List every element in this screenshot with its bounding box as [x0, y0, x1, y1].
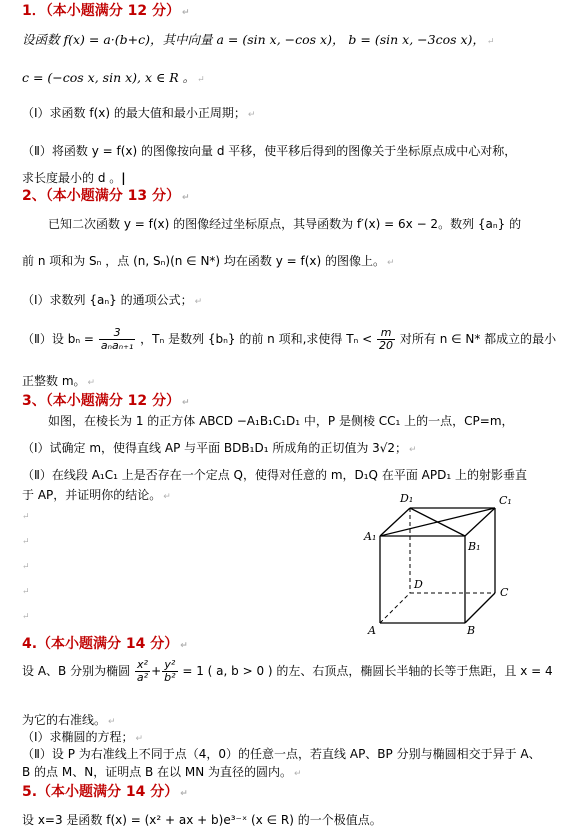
fraction-3-over-aa: $\frac{3}{\text{aₙaₙ₊₁}}$: [100, 326, 134, 352]
label-d1: D₁: [400, 492, 414, 505]
problem-1-line-2: c = (−cos x, sin x), x ∈ R 。 ↵: [22, 70, 205, 85]
label-b1: B₁: [468, 540, 481, 553]
problem-4-line-1: 设 A、B 分别为椭圆 $\frac{\text{x²}}{\text{a²}}$ + $\frac{\text{y²}}{\text{b²}}$ = 1 ( a, b > 0 ) 的左、右顶点，椭圆长半轴的长等于焦距，且 x = 4: [22, 658, 553, 684]
label-b: B: [467, 624, 476, 637]
empty-paragraph: ↵: [22, 612, 30, 622]
cube-diagram: [360, 488, 520, 638]
problem-5-heading: 5.（本小题满分 14 分） ↵: [22, 784, 188, 800]
problem-2-question-2-cont: 正整数 m。 ↵: [22, 374, 96, 388]
empty-paragraph: ↵: [22, 562, 30, 572]
problem-4-question-2-cont: B 的点 M、N，证明点 B 在以 MN 为直径的圆内。 ↵: [22, 765, 302, 779]
problem-1-question-1: （Ⅰ）求函数 f(x) 的最大值和最小正周期； ↵: [22, 106, 256, 120]
problem-2-line-1: 已知二次函数 y = f(x) 的图像经过坐标原点，其导函数为 f′(x) = 6x − 2。数列 {aₙ} 的: [48, 217, 522, 231]
problem-1-heading: 1．（本小题满分 12 分） ↵: [22, 3, 190, 19]
problem-3-question-2-cont: 于 AP，并证明你的结论。 ↵: [22, 488, 171, 502]
hidden-edge-a-d: [380, 593, 410, 623]
fraction-x2-over-a2: $\frac{\text{x²}}{\text{a²}}$: [136, 658, 149, 684]
label-a1: A₁: [364, 530, 377, 543]
edge-b-c: [465, 593, 495, 623]
problem-2-heading: 2、（本小题满分 13 分） ↵: [22, 188, 190, 204]
diagonal-b1-d1: [410, 508, 465, 536]
problem-3-question-1: （Ⅰ）试确定 m，使得直线 AP 与平面 BDB₁D₁ 所成角的正切值为 3√2； ↵: [22, 441, 417, 455]
problem-3-line-1: 如图，在棱长为 1 的正方体 ABCD −A₁B₁C₁D₁ 中，P 是侧棱 CC₁ 上的一点，CP=m，: [48, 414, 514, 428]
empty-paragraph: ↵: [22, 512, 30, 522]
problem-5-line-1: 设 x=3 是函数 f(x) = (x² + ax + b)e³⁻ˣ (x ∈ R) 的一个极值点。: [22, 813, 382, 827]
label-c1: C₁: [499, 494, 512, 507]
problem-4-question-1: （Ⅰ）求椭圆的方程； ↵: [22, 730, 144, 744]
problem-2-question-1: （Ⅰ）求数列 {aₙ} 的通项公式； ↵: [22, 293, 203, 307]
fraction-m-over-20: $\frac{m}{20}$: [379, 326, 394, 352]
label-c: C: [500, 586, 509, 599]
problem-1-question-2-cont: 求长度最小的 d 。|: [22, 171, 126, 185]
problem-1-line-1: 设函数 f(x) = a·(b+c)，其中向量 a = (sin x, −cos x)， b = (sin x, −3cos x)， ↵: [22, 32, 495, 47]
label-d: D: [414, 578, 423, 591]
fraction-y2-over-b2: $\frac{\text{y²}}{\text{b²}}$: [164, 658, 176, 684]
problem-3-question-2: （Ⅱ）在线段 A₁C₁ 上是否存在一个定点 Q，使得对任意的 m，D₁Q 在平面 APD₁ 上的射影垂直: [22, 468, 527, 482]
problem-2-line-2: 前 n 项和为 Sₙ ，点 (n, Sₙ)(n ∈ N*) 均在函数 y = f(x) 的图像上。 ↵: [22, 254, 395, 268]
problem-4-question-2: （Ⅱ）设 P 为右准线上不同于点（4，0）的任意一点，若直线 AP、BP 分别与椭圆相交于异于 A、: [22, 747, 541, 761]
paragraph-mark: ↵: [181, 8, 190, 18]
problem-4-line-2: 为它的右准线。 ↵: [22, 713, 116, 727]
problem-4-heading: 4.（本小题满分 14 分） ↵: [22, 636, 188, 652]
problem-3-heading: 3、（本小题满分 12 分） ↵: [22, 393, 190, 409]
problem-2-question-2: （Ⅱ）设 bₙ = $\frac{3}{\text{aₙaₙ₊₁}}$ ，Tₙ 是数列 {bₙ} 的前 n 项和,求使得 Tₙ < $\frac{m}{20}$ 对所有 n ∈ N* 都成立的最小: [22, 326, 557, 352]
empty-paragraph: ↵: [22, 537, 30, 547]
empty-paragraph: ↵: [22, 587, 30, 597]
problem-1-question-2: （Ⅱ）将函数 y = f(x) 的图像按向量 d 平移，使平移后得到的图像关于坐标原点成中心对称，: [22, 144, 517, 158]
label-a: A: [368, 624, 376, 637]
